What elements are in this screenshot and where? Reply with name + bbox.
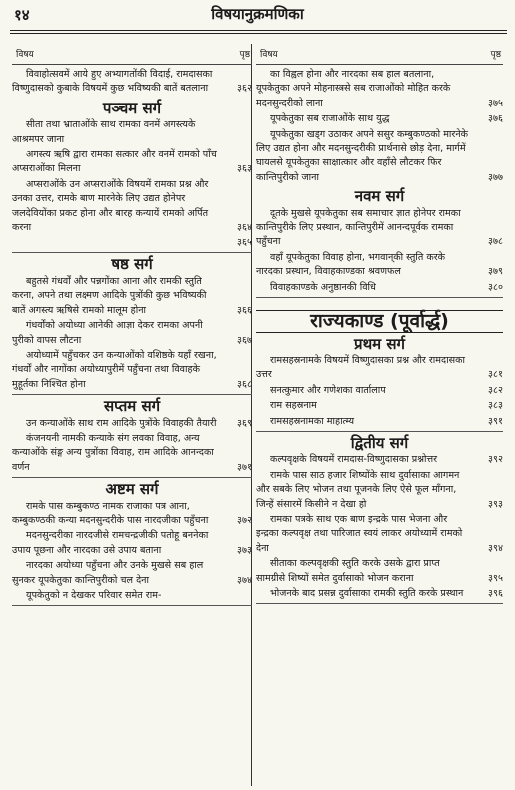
toc-entry <box>256 469 503 512</box>
toc-entry <box>256 453 503 467</box>
entry-text: रामके पास साठ हजार शिष्योंके साथ दुर्वासाका आगमन और सबके लिए भोजन तथा पूजनके लिए ऐसे फूल माँगना, जिन्हें संसारमें किसीने न देखा हो <box>256 469 460 510</box>
page-heading: पृष्ठ <box>490 50 501 60</box>
page-number: १४ <box>14 6 30 24</box>
entry-text: भोजनके बाद प्रसन्न दुर्वासाका रामकी स्तुति करके प्रस्थान <box>270 588 464 599</box>
toc-entry <box>256 128 503 186</box>
entry-text: यूपकेतुका खड्ग उठाकर अपने ससुर कम्बुकण्ठको मारनेके लिए उद्यत होना और मदनसुन्दरीकी प्रार्थनासे छोड़ देना, मार्गमें घायलसे यूपकेतुका साक्षात्कार और वहाँसे लौटकर फिर कान्तिपुरीको जाना <box>256 128 469 183</box>
entry-page-number: ३७६ <box>488 113 503 125</box>
entry-text: विवाहोत्सवमें आये हुए अभ्यागतोंकी विदाई, रामदासका विष्णुदासको कुबाके विषयमें कुछ भविष्यकी बातें बतलाना <box>12 69 213 95</box>
subject-heading: विषय <box>260 50 278 60</box>
entry-text: बहुतसे गंधर्वों और पन्नगोंका आना और रामकी स्तुति करना, अपने तथा लक्ष्मण आदिके पुत्रोंकी कुछ भविष्यकी बातें अगस्त्य ऋषिसे रामको मालूम होना <box>12 275 207 316</box>
entry-text: रामसहस्रनामके विषयमें विष्णुदासका प्रश्न और रामदासका उत्तर <box>256 354 465 381</box>
right-column-header <box>256 46 503 65</box>
toc-entry <box>256 281 503 295</box>
toc-entry <box>256 587 503 601</box>
toc-entry <box>12 559 252 588</box>
entry-page-number: ३६२ <box>237 83 252 95</box>
entry-page-number: ३६३ <box>237 163 252 175</box>
toc-entry <box>12 178 252 236</box>
sarga-heading: अष्टम सर्ग <box>105 480 159 499</box>
entry-text: रामसहस्रनामका माहात्म्य <box>270 415 355 427</box>
entry-page-number: ३६४ <box>237 222 252 234</box>
entry-page-number: ३८३ <box>488 400 503 412</box>
entry-text: अगस्त्य ऋषि द्वारा रामका सत्कार और वनमें रामको पाँच अप्सराओंका मिलना <box>12 149 217 175</box>
sarga-heading: षष्ठ सर्ग <box>111 255 153 274</box>
entry-text: सीताका कल्पवृक्षकी स्तुति करके उसके द्वारा प्राप्त सामग्रीसे शिष्यों समेत दुर्वासाको भोजन कराना <box>256 558 440 584</box>
sarga-heading: नवम सर्ग <box>354 187 405 206</box>
toc-entry <box>256 557 503 586</box>
left-column <box>12 46 252 608</box>
header-rule-bottom <box>10 33 507 34</box>
entry-page-number: ३६७ <box>237 334 252 346</box>
toc-entry <box>256 384 503 398</box>
sarga-heading: द्वितीय सर्ग <box>350 433 409 452</box>
entry-page-number: ३६६ <box>237 304 252 316</box>
entry-text: अप्सराओंके उन अप्सराओंके विषयमें रामका प्रश्न और उनका उत्तर, रामके बाण मारनेके लिए उद्यत होनेपर जलदेवियोंका प्रकट होना और बारह कन्यायें रामको अर्पित करना <box>12 178 209 234</box>
entry-page-number: ३७२ <box>237 514 252 526</box>
entry-page-number: ३६९ <box>237 417 252 429</box>
toc-entry <box>12 432 252 475</box>
header-rule-top <box>10 30 507 31</box>
toc-entry <box>256 207 503 250</box>
entry-page-number: ३९२ <box>488 454 503 466</box>
page-header <box>0 0 515 30</box>
entry-page-number: ३७४ <box>237 574 252 586</box>
toc-entry <box>12 417 252 431</box>
toc-entry <box>12 236 252 250</box>
entry-page-number: ३७५ <box>488 97 503 109</box>
entry-page-number: ३७१ <box>237 461 252 473</box>
entry-page-number: ३९६ <box>488 588 503 599</box>
toc-entry <box>12 68 252 97</box>
page-heading: पृष्ठ <box>239 50 250 60</box>
toc-entry <box>256 399 503 413</box>
toc-entry <box>12 148 252 177</box>
sarga-heading: पञ्चम सर्ग <box>102 98 162 117</box>
entry-text: रामके पास कम्बुकण्ठ नामक राजाका पत्र आना, कम्बुकण्ठकी कन्या मदनसुन्दरीके पास नारदजीका पहुँचना <box>12 500 209 526</box>
toc-entry <box>12 349 252 392</box>
entry-page-number: ३६८ <box>237 378 252 390</box>
entry-page-number: ३७८ <box>488 236 503 248</box>
entry-page-number: ३८१ <box>488 369 503 381</box>
sarga-heading: सप्तम सर्ग <box>103 397 161 416</box>
subject-heading: विषय <box>16 50 34 60</box>
entry-text: कल्पवृक्षके विषयमें रामदास-विष्णुदासका प्रश्नोत्तर <box>270 454 438 466</box>
section-divider <box>256 603 503 604</box>
entry-text: गंधर्वोंको अयोध्या आनेकी आज्ञा देकर रामका अपनी पुरीको वापस लौटना <box>12 320 203 346</box>
toc-entry <box>256 513 503 556</box>
kanda-title: राज्यकाण्ड (पूर्वार्द्ध) <box>256 310 503 332</box>
toc-entry <box>256 415 503 429</box>
right-column <box>256 46 503 606</box>
entry-text: दूतके मुखसे यूपकेतुका सब समाचार ज्ञात होनेपर रामका कान्तिपुरीके लिए प्रस्थान, कान्तिपुरीमें आनन्दपूर्वक रामका पहुँचना <box>256 207 461 248</box>
entry-page-number: ३७९ <box>488 266 503 278</box>
entry-page-number: ३८० <box>488 281 503 293</box>
entry-page-number: ३९५ <box>488 572 503 584</box>
section-divider <box>12 394 252 395</box>
entry-page-number: ३७३ <box>237 544 252 556</box>
entry-page-number: ३९४ <box>488 542 503 554</box>
entry-page-number: ३९१ <box>488 415 503 427</box>
toc-entry <box>12 500 252 529</box>
entry-text: रामका पत्रके साथ एक बाण इन्द्रके पास भेजना और इन्द्रका कल्पवृक्ष तथा पारिजात स्वयं लाकर अयोध्यामें रामको देना <box>256 513 463 554</box>
entry-page-number: ३६५ <box>237 237 252 249</box>
entry-text: उन कन्याओंके साथ राम आदिके पुत्रोंके विवाहकी तैयारी <box>26 417 217 429</box>
section-divider <box>256 431 503 432</box>
toc-entry <box>256 112 503 126</box>
left-column-header <box>12 46 252 65</box>
entry-text: अयोध्यामें पहुँचकर उन कन्याओंको वशिष्ठके यहाँ रखना, गंधर्वों और नागोंका अयोध्यापुरीमें पहुँचना तथा विवाहके मुहूर्तका निश्चित होना <box>12 349 217 390</box>
entry-page-number: ३९३ <box>488 498 503 510</box>
entry-text: यूपकेतुका सब राजाओंके साथ युद्ध <box>270 113 390 125</box>
entry-text: विवाहकाण्डके अनुष्ठानकी विधि <box>270 281 376 293</box>
toc-entry <box>12 275 252 318</box>
entry-text: सीता तथा भ्राताओंके साथ रामका वनमें अगस्त्यके आश्रमपर जाना <box>12 119 196 145</box>
entry-text: सनत्कुमार और गणेशका वार्तालाप <box>270 384 386 396</box>
entry-page-number: ३७७ <box>488 171 503 183</box>
section-divider <box>256 297 503 298</box>
page-title: विषयानुक्रमणिका <box>211 5 304 23</box>
toc-entry <box>12 319 252 348</box>
entry-text: राम सहस्रनाम <box>270 400 317 412</box>
entry-text: नारदका अयोध्या पहुँचना और उनके मुखसे सब हाल सुनकर यूपकेतुका कान्तिपुरीको चल देना <box>12 560 204 586</box>
entry-page-number: ३८२ <box>488 384 503 396</box>
toc-entry <box>256 68 503 111</box>
entry-text: यूपकेतुको न देखकर परिवार समेत राम- <box>26 590 162 601</box>
toc-entry <box>256 251 503 280</box>
toc-entry <box>12 118 252 147</box>
section-divider <box>12 605 252 606</box>
section-divider <box>12 477 252 478</box>
section-divider <box>12 252 252 253</box>
toc-entry <box>256 354 503 383</box>
entry-text: वहाँ यूपकेतुका विवाह होना, भगवान्‌की स्तुति करके नारदका प्रस्थान, विवाहकाण्डका श्रवणफल <box>256 251 446 278</box>
entry-text: का विह्वल होना और नारदका सब हाल बतलाना, यूपकेतुका अपने मोहनास्त्रसे सब राजाओंको मोहित करके मदनसुन्दरीको लाना <box>256 69 451 109</box>
toc-entry <box>12 529 252 558</box>
sarga-heading: प्रथम सर्ग <box>354 334 405 353</box>
toc-entry <box>12 589 252 603</box>
entry-text: मदनसुन्दरीका नारदजीसे रामचन्द्रजीकी पतोहू बननेका उपाय पूछना और नारदका उसे उपाय बताना <box>12 530 209 556</box>
entry-text: कंजनयनी नामकी कन्याके संग लवका विवाह, अन्य कन्याओंके संङ्ग अन्य पुत्रोंका विवाह, राम आदिके आनन्दका वर्णन <box>12 432 214 473</box>
